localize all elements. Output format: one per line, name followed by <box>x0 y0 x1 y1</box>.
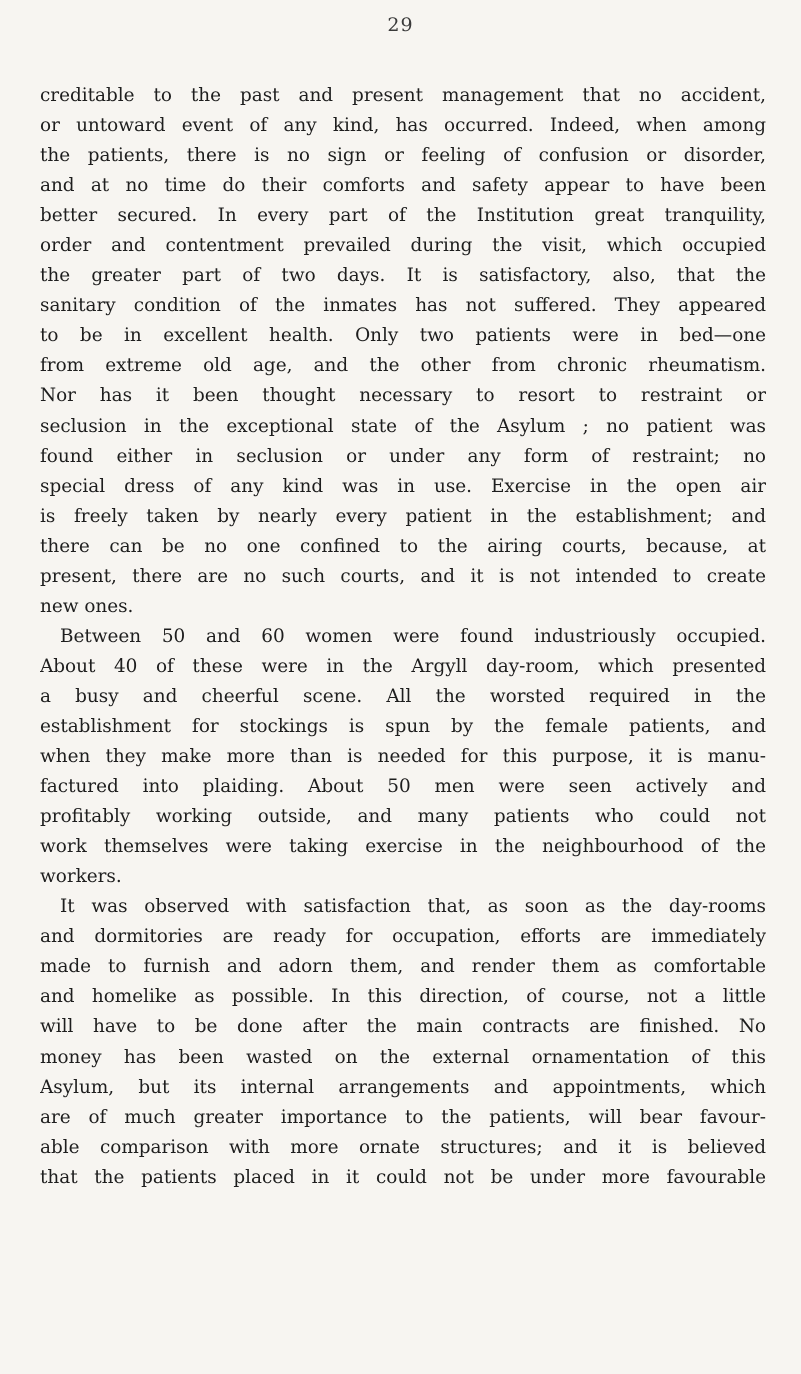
text-line: About 40 of these were in the Argyll day-room, which presented <box>40 655 766 677</box>
paragraph <box>40 622 766 892</box>
text-line: able comparison with more ornate structures; and it is believed <box>40 1136 766 1158</box>
text-line: better secured. In every part of the Institution great tranquility, <box>40 205 766 227</box>
text-line: to be in excellent health. Only two patients were in bed—one <box>40 325 766 347</box>
text-line: workers. <box>40 866 122 888</box>
text-line: and homelike as possible. In this direction, of course, not a little <box>40 986 766 1008</box>
text-line: are of much greater importance to the patients, will bear favour- <box>40 1106 766 1128</box>
text-line: seclusion in the exceptional state of the Asylum ; no patient was <box>40 415 766 437</box>
text-line: order and contentment prevailed during the visit, which occupied <box>40 235 766 257</box>
text-line: will have to be done after the main contracts are finished. No <box>40 1016 766 1038</box>
text-line: is freely taken by nearly every patient in the establishment; and <box>40 505 766 527</box>
text-line: It was observed with satisfaction that, as soon as the day-rooms <box>60 896 766 918</box>
text-line: profitably working outside, and many patients who could not <box>40 806 766 828</box>
text-line: present, there are no such courts, and it is not intended to create <box>40 565 766 587</box>
text-line: the patients, there is no sign or feeling of confusion or disorder, <box>40 145 766 167</box>
text-line: factured into plaiding. About 50 men were seen actively and <box>40 776 766 798</box>
paragraph <box>40 81 766 622</box>
text-line: the greater part of two days. It is satisfactory, also, that the <box>40 265 766 287</box>
text-line: Between 50 and 60 women were found industriously occupied. <box>60 625 766 647</box>
text-line: money has been wasted on the external ornamentation of this <box>40 1046 766 1068</box>
text-line: that the patients placed in it could not be under more favourable <box>40 1166 766 1188</box>
text-line: and at no time do their comforts and safety appear to have been <box>40 175 766 197</box>
text-line: establishment for stockings is spun by the female patients, and <box>40 715 766 737</box>
text-line: work themselves were taking exercise in the neighbourhood of the <box>40 836 766 858</box>
text-line: or untoward event of any kind, has occurred. Indeed, when among <box>40 115 766 137</box>
text-line: and dormitories are ready for occupation, efforts are immediately <box>40 926 766 948</box>
text-line: when they make more than is needed for this purpose, it is manu- <box>40 746 766 768</box>
page-number: 29 <box>387 14 414 36</box>
text-line: Asylum, but its internal arrangements and appointments, which <box>40 1076 766 1098</box>
text-line: a busy and cheerful scene. All the worsted required in the <box>40 685 766 707</box>
text-line: special dress of any kind was in use. Exercise in the open air <box>40 475 766 497</box>
body-text <box>40 81 766 1193</box>
paragraph <box>40 892 766 1192</box>
text-line: there can be no one confined to the airing courts, because, at <box>40 535 766 557</box>
text-line: found either in seclusion or under any form of restraint; no <box>40 445 766 467</box>
text-line: made to furnish and adorn them, and render them as comfortable <box>40 956 766 978</box>
text-line: creditable to the past and present management that no accident, <box>40 85 766 106</box>
text-line: sanitary condition of the inmates has not suffered. They appeared <box>40 295 766 317</box>
text-line: from extreme old age, and the other from chronic rheumatism. <box>40 355 766 377</box>
text-line: new ones. <box>40 595 134 617</box>
text-line: Nor has it been thought necessary to resort to restraint or <box>40 385 766 407</box>
